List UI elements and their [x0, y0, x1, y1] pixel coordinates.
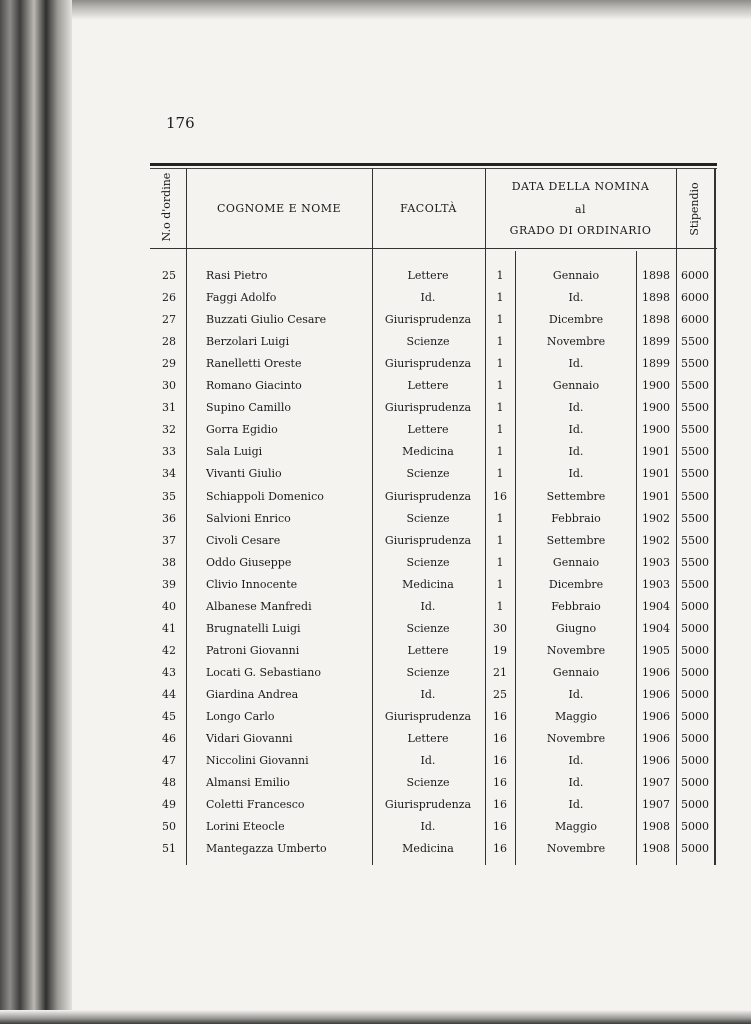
row-month: Novembre — [546, 732, 606, 746]
row-name: Giardina Andrea — [206, 687, 299, 701]
table-row — [150, 772, 717, 794]
row-day: 19 — [493, 643, 507, 657]
row-faculty: Scienze — [406, 335, 450, 349]
header-facolta: FACOLTÀ — [400, 201, 457, 215]
row-name: Salvioni Enrico — [206, 511, 291, 525]
header-data-line1: DATA DELLA NOMINA — [511, 179, 650, 193]
row-name: Oddo Giuseppe — [206, 555, 292, 569]
table-row — [150, 441, 717, 463]
table-row — [150, 353, 717, 375]
row-month: Novembre — [546, 842, 606, 856]
row-month: Febbraio — [551, 511, 601, 525]
row-number: 40 — [162, 599, 176, 613]
row-year: 1900 — [642, 379, 670, 393]
row-day: 16 — [493, 732, 507, 746]
row-faculty: Id. — [420, 599, 436, 613]
row-day: 1 — [496, 533, 504, 547]
row-faculty: Medicina — [402, 577, 454, 591]
table-row — [150, 375, 717, 397]
header-bottom-rule — [150, 248, 717, 249]
row-faculty: Id. — [420, 820, 436, 834]
table-top-rule-thin — [150, 168, 717, 169]
row-year: 1906 — [642, 710, 670, 723]
row-month: Id. — [568, 401, 584, 415]
table-row — [150, 816, 717, 838]
row-name: Lorini Eteocle — [206, 820, 285, 834]
row-day: 1 — [496, 379, 504, 393]
row-name: Clivio Innocente — [206, 577, 298, 591]
header-stipendio: Stipendio — [688, 182, 701, 236]
row-faculty: Scienze — [406, 467, 450, 481]
row-month: Gennaio — [552, 269, 600, 282]
row-number: 37 — [162, 533, 176, 547]
row-faculty: Giurisprudenza — [384, 533, 472, 547]
row-faculty: Giurisprudenza — [384, 489, 472, 503]
table-row — [150, 265, 717, 287]
row-name: Locati G. Sebastiano — [206, 665, 321, 679]
table-row — [150, 530, 717, 552]
row-faculty: Medicina — [402, 842, 454, 856]
row-day: 1 — [496, 291, 504, 305]
row-year: 1899 — [642, 335, 670, 349]
row-day: 16 — [493, 776, 507, 790]
row-name: Civoli Cesare — [206, 533, 281, 547]
row-month: Novembre — [546, 643, 606, 657]
row-month: Id. — [568, 776, 584, 790]
row-number: 38 — [162, 555, 176, 569]
row-day: 1 — [496, 511, 504, 525]
row-name: Faggi Adolfo — [206, 291, 277, 305]
faculty-table — [150, 163, 717, 865]
row-salary: 5500 — [681, 511, 709, 525]
table-top-rule — [150, 163, 717, 166]
row-faculty: Scienze — [406, 621, 450, 635]
row-month: Gennaio — [552, 665, 600, 679]
row-salary: 5000 — [681, 776, 709, 790]
row-name: Supino Camillo — [206, 401, 291, 415]
row-number: 42 — [162, 643, 176, 657]
row-salary: 5500 — [681, 489, 709, 503]
row-number: 30 — [162, 379, 176, 393]
row-month: Id. — [568, 423, 584, 437]
row-month: Giugno — [555, 621, 597, 635]
row-number: 41 — [162, 621, 176, 635]
table-row — [150, 640, 717, 662]
row-day: 1 — [496, 335, 504, 349]
row-salary: 5000 — [681, 710, 709, 723]
row-day: 1 — [496, 467, 504, 481]
row-faculty: Giurisprudenza — [384, 357, 472, 371]
row-faculty: Lettere — [407, 423, 449, 437]
row-year: 1906 — [642, 687, 670, 701]
row-day: 21 — [493, 665, 507, 679]
row-month: Id. — [568, 798, 584, 812]
row-year: 1908 — [642, 842, 670, 856]
row-month: Id. — [568, 445, 584, 459]
row-number: 36 — [162, 511, 176, 525]
row-month: Gennaio — [552, 555, 600, 569]
row-name: Brugnatelli Luigi — [206, 621, 301, 635]
row-faculty: Giurisprudenza — [384, 710, 472, 723]
row-salary: 6000 — [681, 313, 709, 327]
row-number: 34 — [162, 467, 176, 481]
table-row — [150, 331, 717, 353]
row-salary: 5500 — [681, 467, 709, 481]
row-faculty: Medicina — [402, 445, 454, 459]
row-name: Sala Luigi — [206, 445, 263, 459]
row-name: Patroni Giovanni — [206, 643, 300, 657]
row-salary: 5500 — [681, 401, 709, 415]
row-name: Schiappoli Domenico — [206, 489, 324, 503]
row-salary: 5000 — [681, 599, 709, 613]
row-name: Longo Carlo — [206, 710, 275, 723]
row-day: 1 — [496, 423, 504, 437]
row-day: 16 — [493, 842, 507, 856]
row-year: 1903 — [642, 555, 670, 569]
row-day: 1 — [496, 357, 504, 371]
row-faculty: Id. — [420, 754, 436, 768]
row-month: Novembre — [546, 335, 606, 349]
row-year: 1901 — [642, 445, 670, 459]
page-top-shadow — [72, 0, 751, 20]
row-salary: 6000 — [681, 269, 709, 282]
row-number: 31 — [162, 401, 176, 415]
row-day: 1 — [496, 313, 504, 327]
row-day: 16 — [493, 798, 507, 812]
row-name: Almansi Emilio — [206, 776, 290, 790]
row-salary: 5500 — [681, 379, 709, 393]
table-row — [150, 662, 717, 684]
row-salary: 5000 — [681, 754, 709, 768]
row-salary: 5000 — [681, 842, 709, 856]
row-name: Ranelletti Oreste — [206, 357, 302, 371]
row-day: 16 — [493, 754, 507, 768]
row-faculty: Lettere — [407, 732, 449, 746]
table-row — [150, 574, 717, 596]
row-name: Rasi Pietro — [206, 269, 268, 282]
row-number: 45 — [162, 710, 176, 723]
row-salary: 5500 — [681, 335, 709, 349]
row-day: 1 — [496, 445, 504, 459]
row-month: Id. — [568, 357, 584, 371]
row-number: 49 — [162, 798, 176, 812]
row-salary: 5500 — [681, 423, 709, 437]
table-row — [150, 750, 717, 772]
row-faculty: Scienze — [406, 555, 450, 569]
row-salary: 5000 — [681, 643, 709, 657]
row-day: 16 — [493, 820, 507, 834]
row-salary: 5500 — [681, 445, 709, 459]
row-faculty: Giurisprudenza — [384, 313, 472, 327]
row-day: 30 — [493, 621, 507, 635]
table-row — [150, 486, 717, 508]
row-year: 1905 — [642, 643, 670, 657]
row-faculty: Scienze — [406, 665, 450, 679]
row-year: 1898 — [642, 291, 670, 305]
page-number: 176 — [166, 114, 195, 132]
row-month: Id. — [568, 467, 584, 481]
row-day: 1 — [496, 555, 504, 569]
row-year: 1908 — [642, 820, 670, 834]
row-salary: 5500 — [681, 577, 709, 591]
row-day: 25 — [493, 687, 507, 701]
table-row — [150, 838, 717, 860]
table-row — [150, 684, 717, 706]
row-salary: 5000 — [681, 665, 709, 679]
row-faculty: Lettere — [407, 269, 449, 282]
header-data-line2: al — [574, 202, 587, 216]
row-day: 1 — [496, 269, 504, 282]
row-month: Settembre — [546, 533, 606, 547]
table-row — [150, 552, 717, 574]
row-year: 1906 — [642, 732, 670, 746]
table-row — [150, 794, 717, 816]
row-number: 47 — [162, 754, 176, 768]
table-row — [150, 397, 717, 419]
header-nome: COGNOME E NOME — [216, 201, 342, 215]
row-year: 1906 — [642, 754, 670, 768]
row-faculty: Id. — [420, 687, 436, 701]
row-name: Buzzati Giulio Cesare — [206, 313, 327, 327]
row-year: 1906 — [642, 665, 670, 679]
header-data-line3: GRADO DI ORDINARIO — [509, 223, 652, 237]
row-name: Romano Giacinto — [206, 379, 302, 393]
row-year: 1899 — [642, 357, 670, 371]
row-number: 50 — [162, 820, 176, 834]
row-name: Coletti Francesco — [206, 798, 305, 812]
row-year: 1902 — [642, 511, 670, 525]
table-row — [150, 419, 717, 441]
row-month: Id. — [568, 754, 584, 768]
row-salary: 6000 — [681, 291, 709, 305]
row-year: 1903 — [642, 577, 670, 591]
row-number: 46 — [162, 732, 176, 746]
row-name: Albanese Manfredi — [206, 599, 312, 613]
row-salary: 5000 — [681, 687, 709, 701]
row-day: 1 — [496, 577, 504, 591]
row-faculty: Lettere — [407, 379, 449, 393]
row-month: Dicembre — [548, 577, 604, 591]
row-number: 33 — [162, 445, 176, 459]
row-day: 1 — [496, 401, 504, 415]
row-year: 1901 — [642, 489, 670, 503]
row-number: 25 — [162, 269, 176, 282]
table-row — [150, 728, 717, 750]
table-row — [150, 463, 717, 485]
row-number: 39 — [162, 577, 176, 591]
row-number: 29 — [162, 357, 176, 371]
row-year: 1902 — [642, 533, 670, 547]
row-number: 48 — [162, 776, 176, 790]
row-name: Gorra Egidio — [206, 423, 278, 437]
row-faculty: Lettere — [407, 643, 449, 657]
row-faculty: Giurisprudenza — [384, 798, 472, 812]
table-row — [150, 618, 717, 640]
table-row — [150, 596, 717, 618]
row-salary: 5500 — [681, 555, 709, 569]
row-month: Maggio — [554, 710, 598, 723]
row-month: Settembre — [546, 489, 606, 503]
row-month: Id. — [568, 687, 584, 701]
table-row — [150, 309, 717, 331]
row-year: 1900 — [642, 401, 670, 415]
row-day: 16 — [493, 710, 507, 723]
row-salary: 5000 — [681, 820, 709, 834]
row-month: Febbraio — [551, 599, 601, 613]
page-bottom-shadow — [0, 1010, 751, 1024]
row-number: 26 — [162, 291, 176, 305]
table-row — [150, 706, 717, 728]
row-number: 44 — [162, 687, 176, 701]
row-number: 43 — [162, 665, 176, 679]
header-numero: N.o d'ordine — [160, 172, 173, 242]
row-salary: 5500 — [681, 357, 709, 371]
row-salary: 5000 — [681, 621, 709, 635]
row-number: 28 — [162, 335, 176, 349]
row-month: Dicembre — [548, 313, 604, 327]
row-month: Gennaio — [552, 379, 600, 393]
row-day: 16 — [493, 489, 507, 503]
row-month: Id. — [568, 291, 584, 305]
row-salary: 5500 — [681, 533, 709, 547]
row-number: 51 — [162, 842, 176, 856]
row-month: Maggio — [554, 820, 598, 834]
book-binding-edge — [0, 0, 72, 1024]
row-faculty: Giurisprudenza — [384, 401, 472, 415]
row-number: 27 — [162, 313, 176, 327]
row-name: Vivanti Giulio — [206, 467, 282, 481]
row-number: 35 — [162, 489, 176, 503]
row-year: 1900 — [642, 423, 670, 437]
row-name: Berzolari Luigi — [206, 335, 290, 349]
row-name: Niccolini Giovanni — [206, 754, 309, 768]
row-faculty: Id. — [420, 291, 436, 305]
row-name: Vidari Giovanni — [206, 732, 293, 746]
row-year: 1898 — [642, 269, 670, 282]
row-number: 32 — [162, 423, 176, 437]
row-year: 1904 — [642, 599, 670, 613]
row-year: 1907 — [642, 798, 670, 812]
row-year: 1907 — [642, 776, 670, 790]
row-faculty: Scienze — [406, 511, 450, 525]
row-year: 1898 — [642, 313, 670, 327]
row-year: 1904 — [642, 621, 670, 635]
table-row — [150, 508, 717, 530]
row-salary: 5000 — [681, 798, 709, 812]
row-salary: 5000 — [681, 732, 709, 746]
table-row — [150, 287, 717, 309]
row-year: 1901 — [642, 467, 670, 481]
row-faculty: Scienze — [406, 776, 450, 790]
row-name: Mantegazza Umberto — [206, 842, 327, 856]
row-day: 1 — [496, 599, 504, 613]
